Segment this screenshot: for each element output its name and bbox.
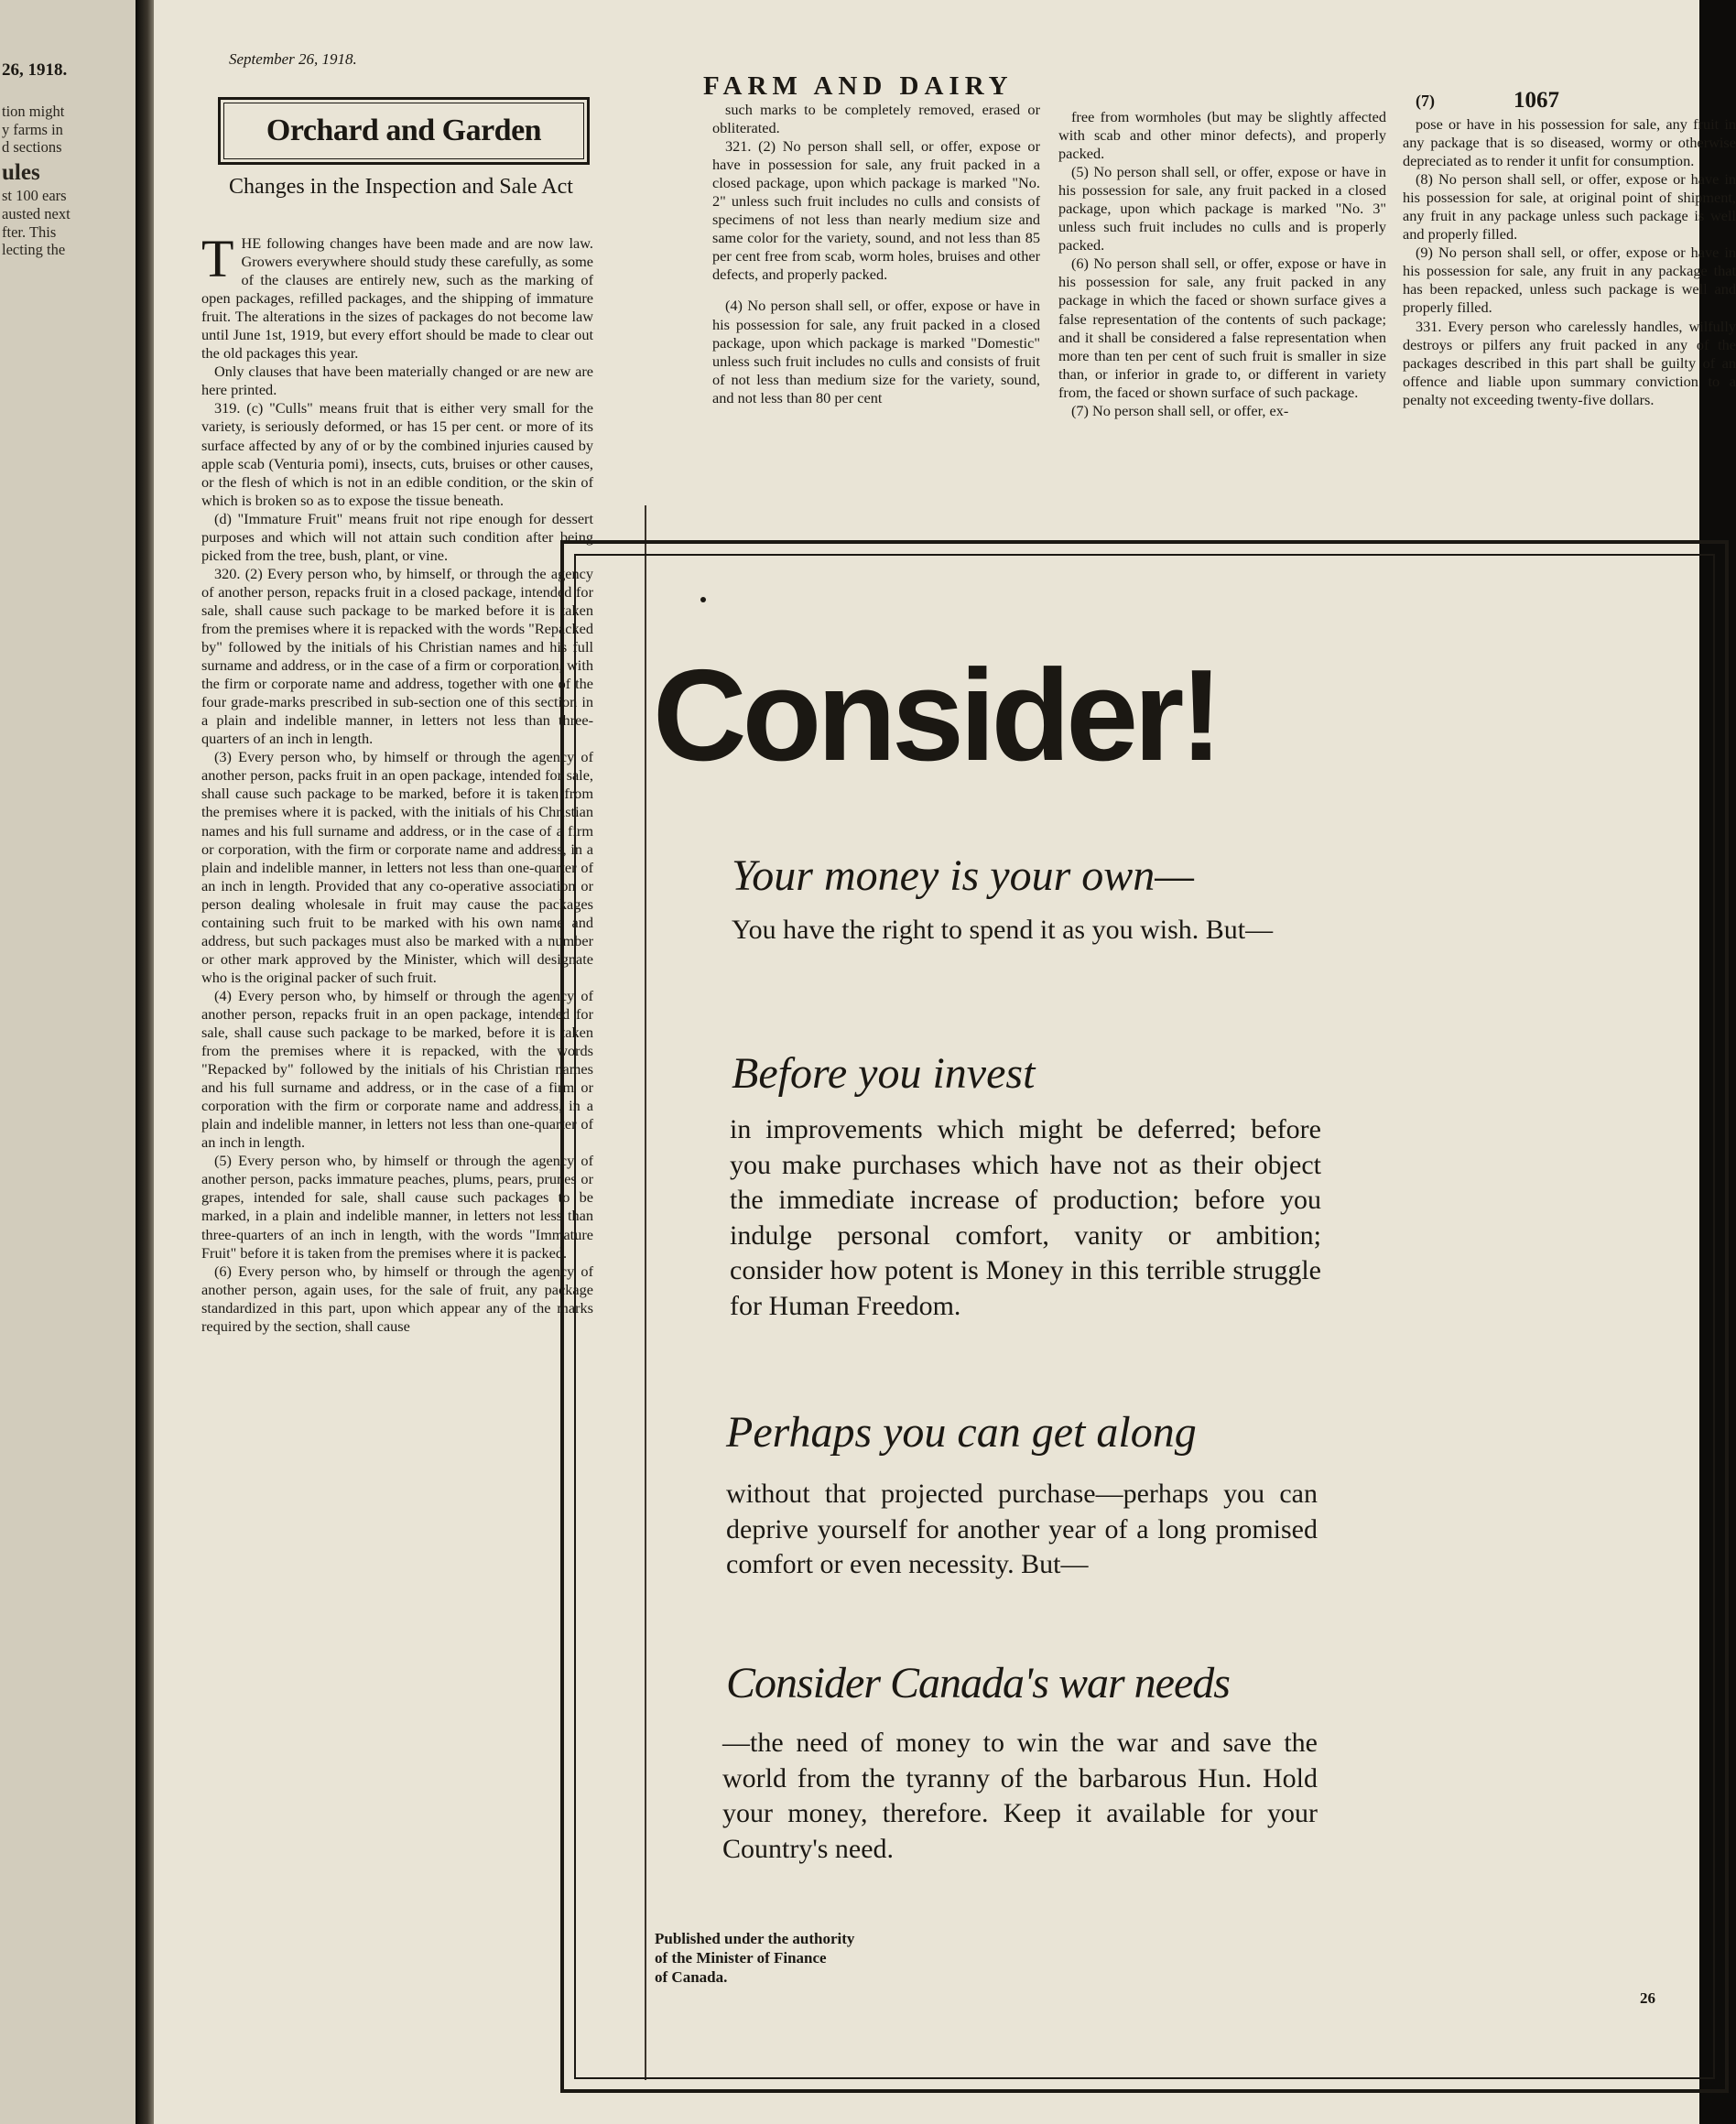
article-paragraph: pose or have in his possession for sale, any fruit in any package that is so diseased, wormy or otherwise depreciated as to render it unfit for consumption.: [1403, 115, 1736, 170]
war-finance-advertisement: [560, 540, 1729, 2093]
article-paragraph: free from wormholes (but may be slightly affected with scab and other minor defects), and properly packed.: [1058, 108, 1386, 163]
ad-text-war-needs: —the need of money to win the war and save the world from the tyranny of the barbarous Hun. Hold your money, therefore. Keep it available for your Country's need.: [722, 1728, 1318, 1864]
article-paragraph: such marks to be completely removed, erased or obliterated.: [712, 101, 1040, 137]
article-paragraph: (8) No person shall sell, or offer, expose or have in his possession for sale, at original point of shipment, any fruit in any package unless such package is well and properly filled.: [1403, 170, 1736, 244]
print-speck: [700, 597, 706, 602]
fragment-line: tion might: [2, 103, 65, 120]
article-column-4: [1403, 115, 1736, 409]
article-paragraph: Only clauses that have been materially changed or are new are here printed.: [201, 363, 593, 399]
article-column-1: [201, 229, 594, 1336]
article-headline: Changes in the Inspection and Sale Act: [229, 175, 573, 199]
article-paragraph: 319. (c) "Culls" means fruit that is either very small for the variety, is seriously deformed, or has 15 per cent. or more of its surface affected by any of or by the combined injuries caused by apple scab (Venturia pomi), insects, cuts, bruises or other causes, or the flesh of which is not in an edible condition, or the skin of which is broken so as to expose the tissue beneath.: [201, 399, 593, 509]
article-paragraph: (5) No person shall sell, or offer, expose or have in his possession for sale, any fruit packed in a closed package, upon which package is marked "No. 3" unless such fruit includes no culls and is properly packed.: [1058, 163, 1386, 255]
article-paragraph: 331. Every person who carelessly handles, wilfully destroys or pilfers any fruit packed in any of the packages described in this part shall be guilty of an offence and liable upon summary conviction to a penalty not exceeding twenty-five dollars.: [1403, 317, 1736, 408]
article-paragraph: (5) Every person who, by himself or through the agency of another person, packs immature peaches, plums, pears, prunes or grapes, intended for sale, shall cause such packages to be marked, in a plain and indelible manner, in letters not less than three-quarters of an inch in length, with the words "Immature Fruit" before it is taken from the premises where it is packed.: [201, 1152, 593, 1262]
ad-heading-money: Your money is your own—: [732, 851, 1194, 900]
fragment-line: d sections: [2, 138, 62, 157]
fragment-line: y farms in: [2, 120, 63, 138]
ad-publisher-credit: Published under the authority of the Minister of Finance of Canada.: [655, 1930, 855, 1986]
section-badge: [218, 97, 590, 165]
ad-text-money: You have the right to spend it as you wish. But—: [732, 915, 1274, 945]
header-date: September 26, 1918.: [229, 50, 357, 68]
fragment-line: fter. This: [2, 222, 57, 241]
fragment-line: lecting the: [2, 241, 66, 259]
header-page-number: 1067: [1514, 88, 1559, 113]
ad-number: 26: [1640, 1989, 1655, 2007]
ad-heading-war-needs: Consider Canada's war needs: [726, 1659, 1230, 1707]
article-paragraph: (6) No person shall sell, or offer, expose or have in his possession for sale, any fruit packed in any package in which the faced or shown surface gives a false representation of the contents of such package; and it shall be considered a false representation when more than ten per cent of such fruit is smaller in size than, or inferior in grade to, or different in variety from, the faced or shown surface of such package.: [1058, 255, 1386, 401]
ad-heading-invest: Before you invest: [732, 1049, 1036, 1098]
ad-text-get-along: without that projected purchase—perhaps you can deprive yourself for another year of a long promised comfort or even necessity. But—: [726, 1479, 1318, 1579]
section-badge-label: Orchard and Garden: [223, 103, 584, 159]
advertisement-inner-frame: [574, 554, 1715, 2079]
article-paragraph: (3) Every person who, by himself or through the agency of another person, packs fruit in an open package, intended for sale, shall cause such package to be marked, before it is taken from the premises where it is packed, with the initials of his Christian names and his full surname and address, or in the case of a firm or corporation, with the firm or corporate name and address, in a plain and indelible manner, in letters not less than one-quarter of an inch in length. Provided that any co-operative association or person dealing wholesale in fruit may cause the packages containing such fruit to be marked with his own name and address, but such packages must also be marked with a number or other mark approved by the Minister, which will designate who is the original packer of such fruit.: [201, 748, 593, 986]
article-paragraph: 321. (2) No person shall sell, or offer, expose or have in possession for sale, any fruit packed in a closed package, upon which package is marked "No. 2" unless such fruit includes no culls and consists of specimens of not less than nearly medium size and same color for the variety, sound, and not less than 85 per cent free from scab, worm holes, bruises and other defects, and properly packed.: [712, 137, 1040, 284]
ad-heading-get-along: Perhaps you can get along: [726, 1408, 1197, 1457]
fragment-line: austed next: [2, 204, 71, 222]
advertisement-title: Consider!: [653, 643, 1219, 788]
article-paragraph: 320. (2) Every person who, by himself, or through the agency of another person, repacks fruit in a closed package, intended for sale, shall cause such package to be marked before it is taken from the premises where it is repacked with the words "Repacked by" followed by the initials of his Christian names and his full surname and address, or in the case of a firm or corporation, with the firm or corporate name and address, together with one of the four grade-marks prescribed in sub-section one of this section in a plain and indelible manner, in letters not less than three-quarters of an inch in length.: [201, 564, 594, 748]
previous-page-edge: [0, 0, 139, 2124]
article-paragraph: (6) Every person who, by himself or through the agency of another person, again uses, for the sale of fruit, any package standardized in this part, upon which appear any of the marks required by the section, shall cause: [201, 1262, 593, 1335]
article-paragraph: (4) No person shall sell, or offer, expose or have in his possession for sale, any fruit packed in a closed package, upon which package is marked "Domestic" unless such fruit includes no culls and consists of fruit of not less than medium size for the variety, sound, and not less than 80 per cent: [712, 297, 1040, 406]
fragment-line: st 100 ears: [2, 187, 67, 205]
article-column-3: [1058, 108, 1386, 420]
previous-page-fragment: [2, 103, 137, 259]
article-paragraph: (9) No person shall sell, or offer, expose or have in his possession for sale, any fruit in any package that has been repacked, unless such package is well and properly filled.: [1403, 244, 1736, 317]
fragment-heading: ules: [2, 159, 40, 185]
article-paragraph: (d) "Immature Fruit" means fruit not ripe enough for dessert purposes and which will not attain such condition after being picked from the tree, bush, plant, or vine.: [201, 509, 593, 564]
header-section-number: (7): [1416, 92, 1435, 110]
article-paragraph: (7) No person shall sell, or offer, ex-: [1071, 401, 1289, 419]
ad-text-invest: in improvements which might be deferred; before you make purchases which have not as their object the immediate increase of production; before you indulge personal comfort, vanity or ambition; consider how potent is Money in this terrible struggle for Human Freedom.: [730, 1114, 1321, 1321]
previous-page-date: 26, 1918.: [2, 60, 68, 80]
newspaper-page: [154, 0, 1736, 2124]
article-paragraph: (4) Every person who, by himself or through the agency of another person, repacks fruit in an open package, intended for sale, shall cause such package to be marked, before it is taken from the premises where it is repacked, with the words "Repacked by" followed by the initials of his Christian names and his full surname and address, or in the case of a firm or corporation with the firm or corporate name and address, in a plain and indelible manner, in letters not less than one-quarter of an inch in length.: [201, 986, 593, 1152]
masthead-title: FARM AND DAIRY: [703, 71, 1014, 101]
article-column-2: [712, 101, 1040, 407]
drop-cap: T: [201, 229, 234, 288]
article-paragraph: THE following changes have been made and are now law. Growers everywhere should study these carefully, as some of the clauses are entirely new, such as the marking of open packages, refilled packages, and the shipping of immature fruit. The alterations in the sizes of packages do not become law until June 1st, 1919, but every effort should be made to clear out the old packages this year.: [201, 229, 593, 363]
